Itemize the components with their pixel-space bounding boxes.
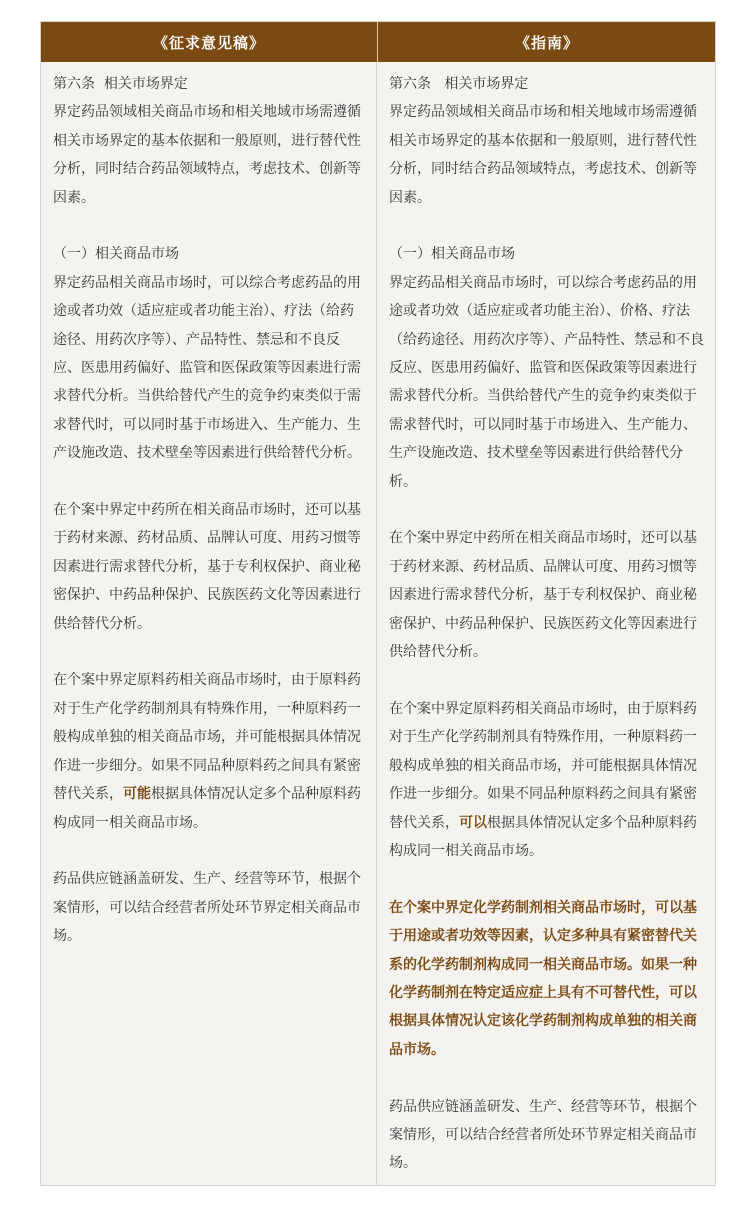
draft-p3-before: 在个案中界定原料药相关商品市场时，由于原料药对于生产化学药制剂具有特殊作用，一种原料药一般构成单独的相关商品市场，并可能根据具体情况作进一步细分。如果不同品种原料药之间具有紧密替代关系， <box>53 672 361 803</box>
table-header-row <box>41 22 715 62</box>
header-draft-title: 《征求意见稿》 <box>41 22 378 62</box>
guideline-paragraph-3 <box>389 695 705 865</box>
draft-paragraph-1: 界定药品相关商品市场时，可以综合考虑药品的用途或者功效（适应症或者功能主治）、疗法（给药途径、用药次序等）、产品特性、禁忌和不良反应、医患用药偏好、监管和医保政策等因素进行需求替代分析。当供给替代产生的竞争约束类似于需求替代时，可以同时基于市场进入、生产能力、生产设施改造、技术壁垒等因素进行供给替代分析。 <box>53 274 361 462</box>
header-guideline-title: 《指南》 <box>514 33 579 52</box>
guideline-p3-emphasis: 可以 <box>459 814 487 831</box>
guideline-section-title: （一）相关商品市场 <box>389 246 515 263</box>
draft-article-title: 第六条 相关市场界定 <box>53 76 188 92</box>
draft-paragraph-3 <box>53 666 366 836</box>
draft-paragraph-2: 在个案中界定中药所在相关商品市场时，还可以基于药材来源、药材品质、品牌认可度、用药习惯等因素进行需求替代分析，基于专利权保护、商业秘密保护、中药品种保护、民族医药文化等因素进行供给替代分析。 <box>53 502 361 632</box>
draft-paragraph-4: 药品供应链涵盖研发、生产、经营等环节，根据个案情形，可以结合经营者所处环节界定相关商品市场。 <box>53 871 361 945</box>
draft-article-intro: 界定药品领域相关商品市场和相关地域市场需遵循相关市场界定的基本依据和一般原则，进行替代性分析，同时结合药品领域特点，考虑技术、创新等因素。 <box>53 104 361 206</box>
draft-p3-after: 根据具体情况认定多个品种原料药构成同一相关商品市场。 <box>53 786 361 831</box>
guideline-article-intro: 界定药品领域相关商品市场和相关地域市场需遵循相关市场界定的基本依据和一般原则，进行替代性分析，同时结合药品领域特点，考虑技术、创新等因素。 <box>389 104 697 206</box>
draft-p3-emphasis: 可能 <box>123 786 151 803</box>
guideline-new-paragraph: 在个案中界定化学药制剂相关商品市场时，可以基于用途或者功效等因素，认定多种具有紧密替代关系的化学药制剂构成同一相关商品市场。如果一种化学药制剂在特定适应症上具有不可替代性，可以根据具体情况认定该化学药制剂构成单独的相关商品市场。 <box>389 899 697 1058</box>
table-body-row <box>41 62 715 1185</box>
draft-column <box>41 62 377 1185</box>
guideline-paragraph-2: 在个案中界定中药所在相关商品市场时，还可以基于药材来源、药材品质、品牌认可度、用药习惯等因素进行需求替代分析，基于专利权保护、商业秘密保护、中药品种保护、民族医药文化等因素进行供给替代分析。 <box>389 530 697 661</box>
guideline-paragraph-1: 界定药品相关商品市场时，可以综合考虑药品的用途或者功效（适应症或者功能主治）、价格、疗法（给药途径、用药次序等）、产品特性、禁忌和不良反应、医患用药偏好、监管和医保政策等因素进行需求替代分析。当供给替代产生的竞争约束类似于需求替代时，可以同时基于市场进入、生产能力、生产设施改造、技术壁垒等因素进行供给替代分析。 <box>389 274 704 490</box>
guideline-column <box>377 62 715 1185</box>
guideline-paragraph-5: 药品供应链涵盖研发、生产、经营等环节，根据个案情形，可以结合经营者所处环节界定相关商品市场。 <box>389 1098 697 1172</box>
guideline-article-title: 第六条 相关市场界定 <box>389 76 529 92</box>
draft-section-title: （一）相关商品市场 <box>53 246 179 263</box>
guideline-p3-after: 根据具体情况认定多个品种原料药构成同一相关商品市场。 <box>389 814 697 859</box>
guideline-p3-before: 在个案中界定原料药相关商品市场时，由于原料药对于生产化学药制剂具有特殊作用，一种原料药一般构成单独的相关商品市场，并可能根据具体情况作进一步细分。如果不同品种原料药之间具有紧密替代关系， <box>389 700 697 831</box>
comparison-table <box>40 21 716 1186</box>
